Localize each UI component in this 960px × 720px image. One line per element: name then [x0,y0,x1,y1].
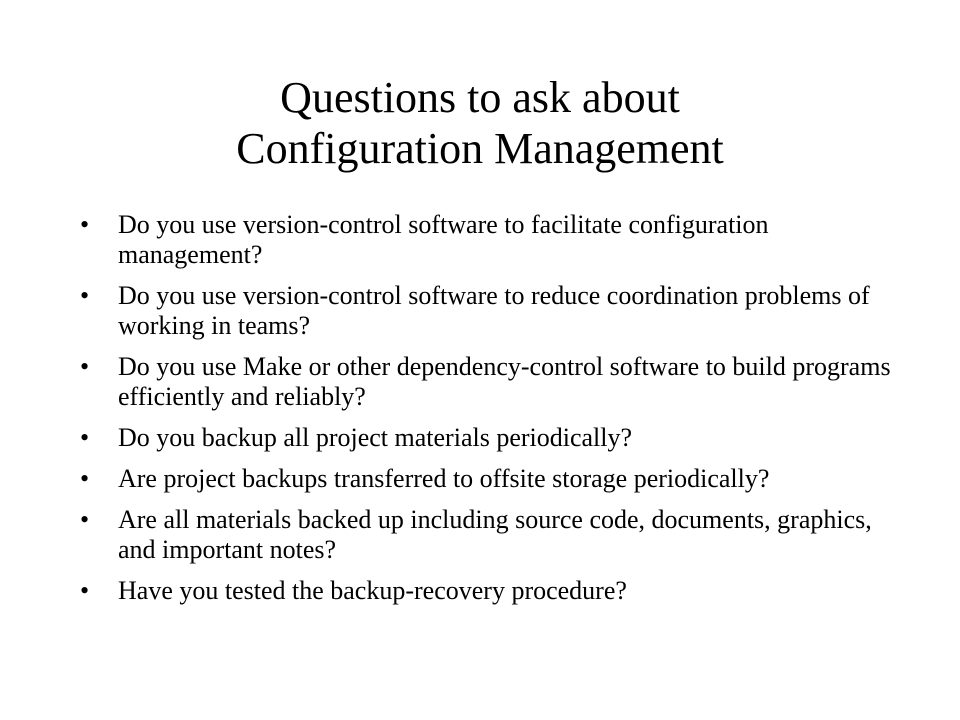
bullet-list [80,210,900,617]
bullet-icon: • [80,281,90,310]
bullet-icon: • [80,464,90,493]
bullet-item-version-control-config [80,210,900,270]
bullet-item-backup-recovery-tested [80,576,900,606]
bullet-icon: • [80,210,90,239]
bullet-item-all-materials-backed-up [80,505,900,565]
slide-title-line-1: Questions to ask about [280,73,680,122]
bullet-item-make-dependency-control [80,352,900,412]
bullet-item-version-control-teams [80,281,900,341]
bullet-text: Are project backups transferred to offsite storage periodically? [118,464,770,493]
bullet-text: Do you use Make or other dependency-control software to build programs efficiently and reliably? [118,352,891,411]
bullet-text: Are all materials backed up including source code, documents, graphics, and important notes? [118,505,872,564]
bullet-icon: • [80,423,90,452]
bullet-item-backup-materials [80,423,900,453]
bullet-text: Do you use version-control software to facilitate configuration management? [118,210,769,269]
bullet-icon: • [80,576,90,605]
bullet-text: Do you use version-control software to reduce coordination problems of working in teams? [118,281,870,340]
bullet-icon: • [80,352,90,381]
bullet-icon: • [80,505,90,534]
slide-title-line-2: Configuration Management [236,124,724,173]
slide-title [60,72,900,174]
bullet-item-offsite-storage [80,464,900,494]
bullet-text: Have you tested the backup-recovery procedure? [118,576,627,605]
bullet-text: Do you backup all project materials periodically? [118,423,633,452]
